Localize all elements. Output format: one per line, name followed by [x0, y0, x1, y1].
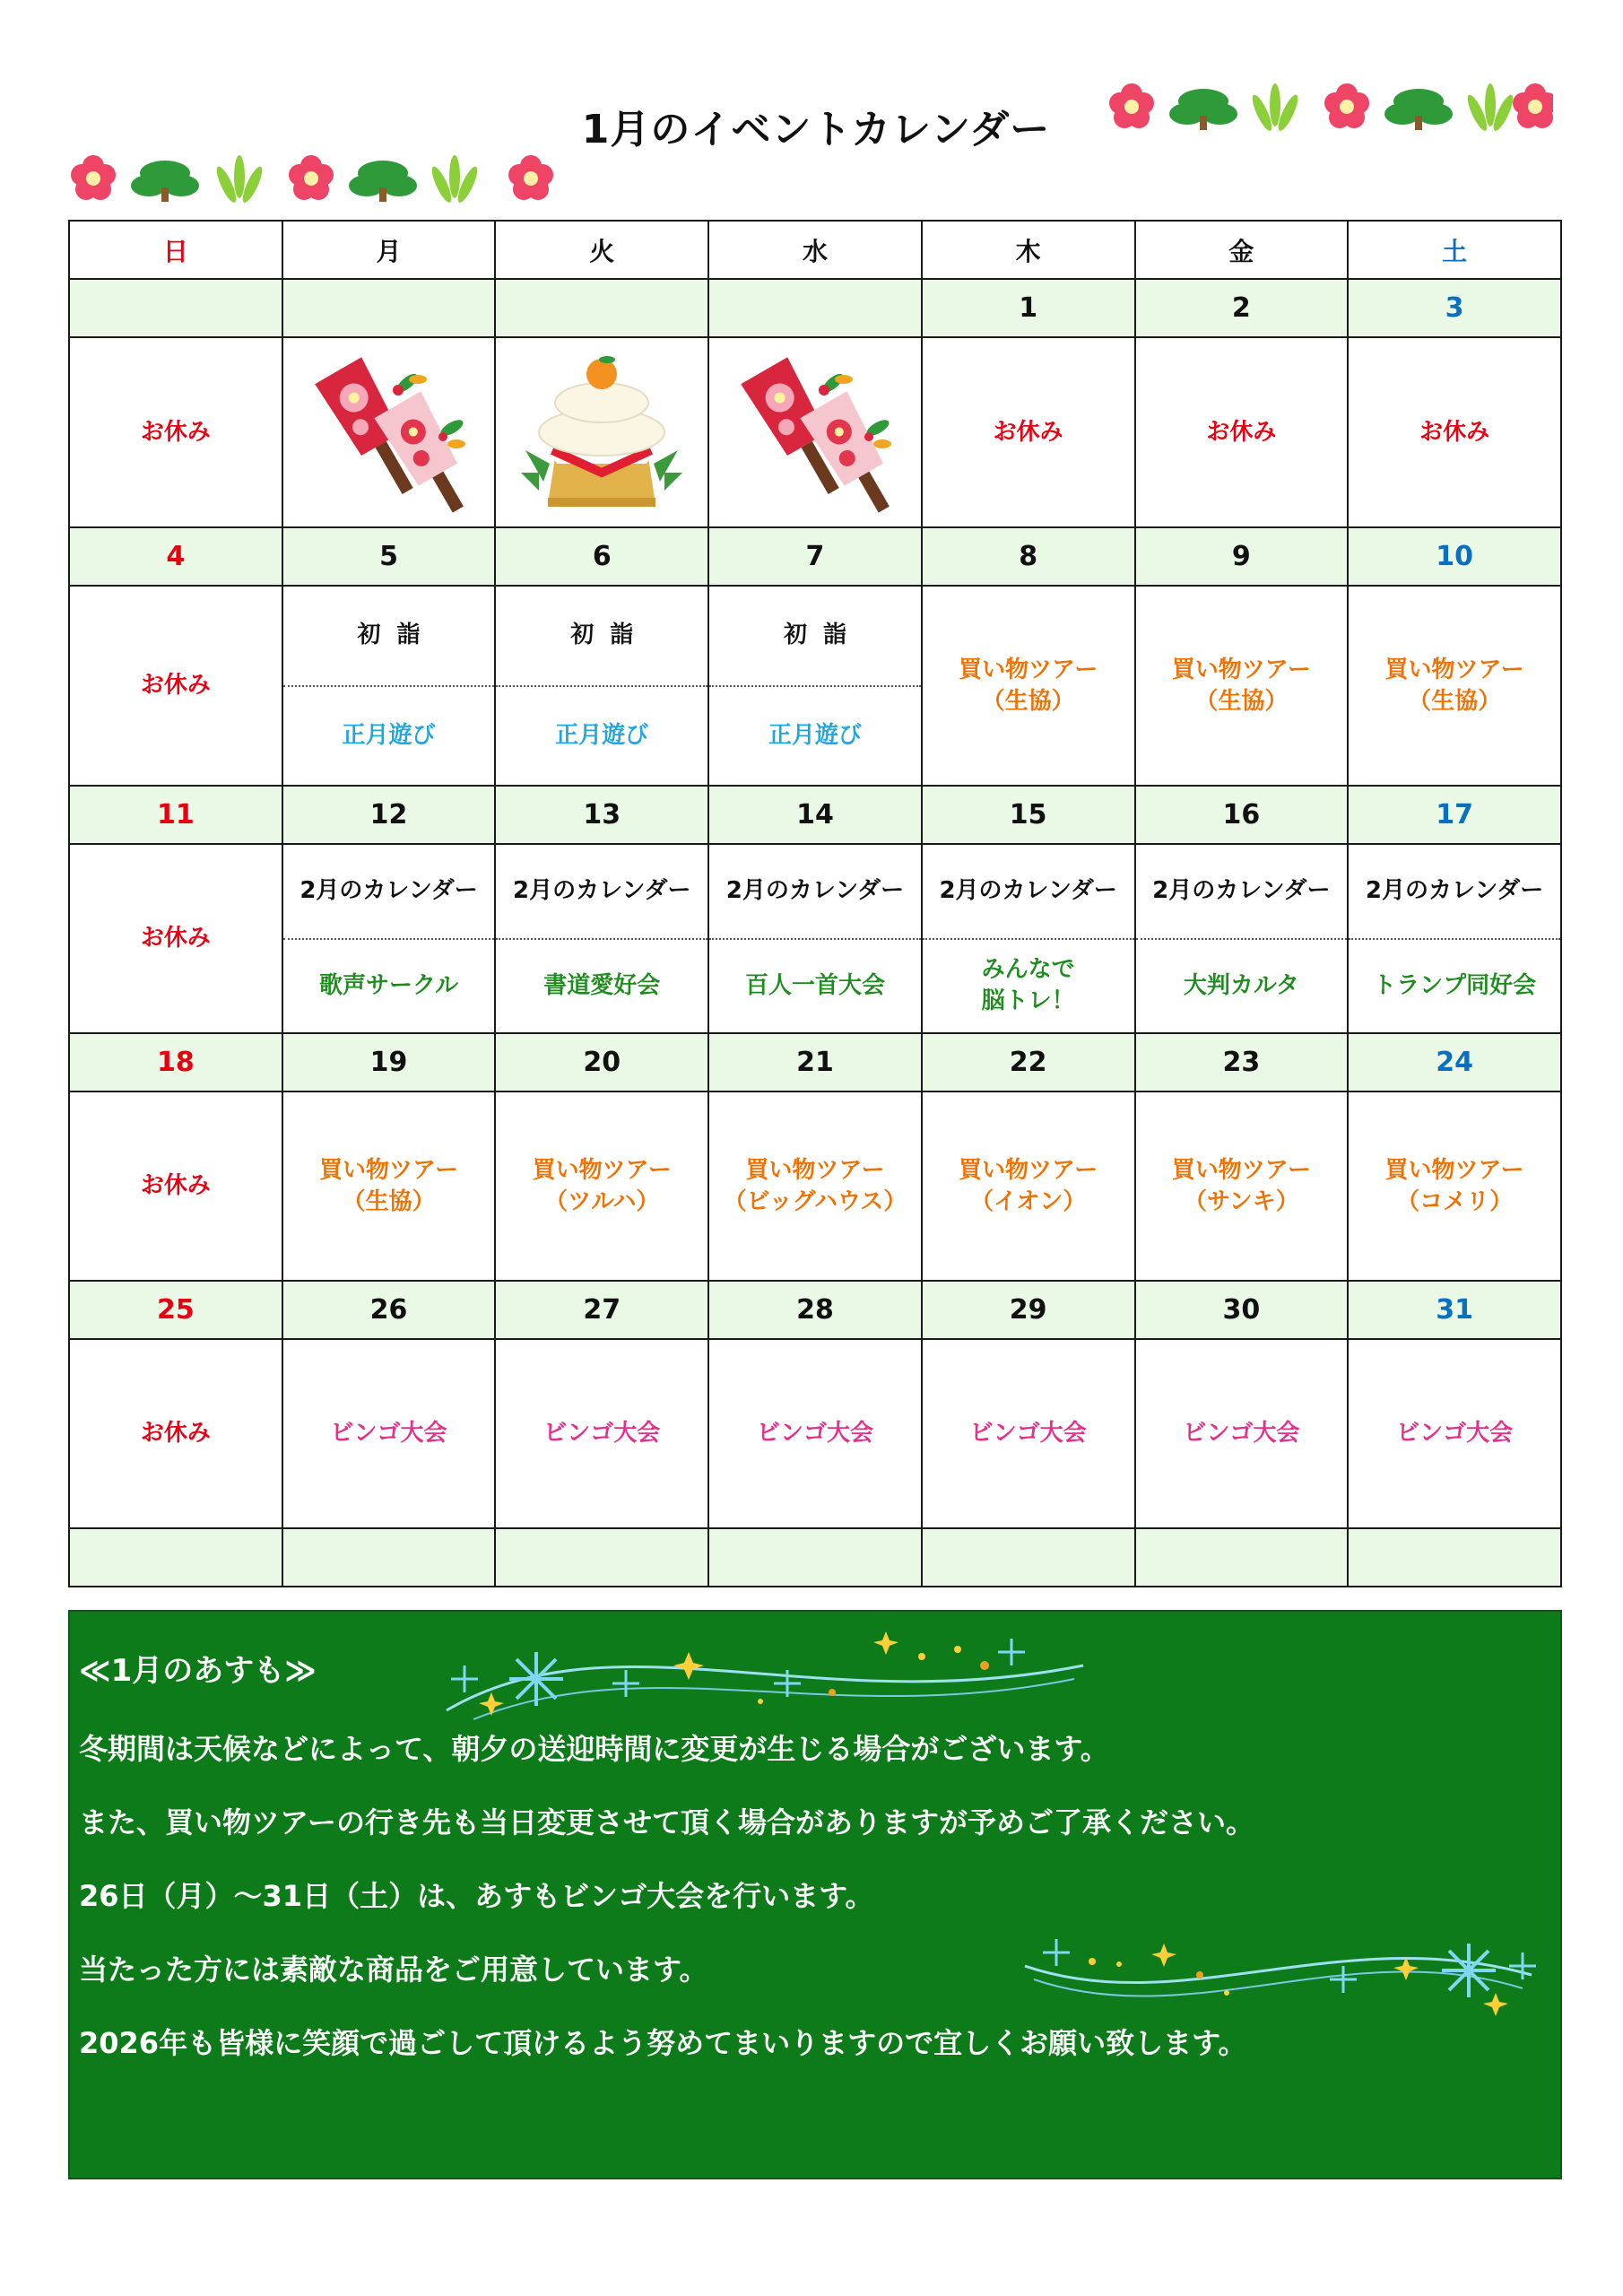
new-year-decoration-right [1105, 75, 1553, 138]
date-cell: 12 [282, 786, 496, 844]
event-line: 買い物ツアー [1171, 1156, 1311, 1184]
empty-cell [495, 1528, 708, 1587]
date-cell: 2 [1135, 279, 1349, 337]
event-cell: お休み [1135, 337, 1349, 527]
ume-flower-icon [71, 155, 116, 200]
date-cell: 20 [495, 1033, 708, 1091]
date-cell: 17 [1348, 786, 1561, 844]
event-row [69, 1091, 1561, 1281]
date-cell: 5 [282, 527, 496, 586]
event-top: 2月のカレンダー [513, 877, 691, 905]
event-cell-split [282, 586, 496, 786]
notes-panel [68, 1610, 1562, 2179]
matsu-pine-icon [131, 161, 199, 202]
notes-line: また、買い物ツアーの行き先も当日変更させて頂く場合がありますが予めご了承ください。 [79, 1805, 1255, 1839]
event-line: 買い物ツアー [318, 1156, 459, 1184]
page-title: 1月のイベントカレンダー [581, 107, 1051, 152]
event-line: （コメリ） [1396, 1187, 1514, 1215]
event-cell-split [708, 586, 922, 786]
date-row [69, 527, 1561, 586]
date-cell: 19 [282, 1033, 496, 1091]
weekday-mon: 月 [282, 221, 496, 279]
notes-line: 26日（月）～31日（土）は、あすもビンゴ大会を行います。 [79, 1879, 874, 1913]
new-year-decoration-left [65, 147, 567, 210]
date-row [69, 1281, 1561, 1339]
event-bottom: 大判カルタ [1136, 938, 1348, 1033]
notes-title: ≪1月のあすも≫ [79, 1653, 317, 1689]
event-cell-split [282, 844, 496, 1033]
event-line: （生協） [1408, 687, 1502, 715]
notes-line: 冬期間は天候などによって、朝夕の送迎時間に変更が生じる場合がございます。 [79, 1732, 1109, 1766]
kagami-mochi-icon [512, 338, 691, 517]
date-cell [708, 279, 922, 337]
event-calendar [68, 220, 1562, 1587]
event-top: 2月のカレンダー [1365, 877, 1544, 905]
event-top: 2月のカレンダー [725, 877, 905, 905]
event-row [69, 844, 1561, 1033]
weekday-sun: 日 [69, 221, 282, 279]
event-row [69, 1339, 1561, 1528]
date-cell: 6 [495, 527, 708, 586]
hagoita-icon [299, 338, 479, 517]
date-cell: 1 [922, 279, 1135, 337]
event-line: 脳トレ！ [981, 987, 1075, 1015]
date-cell: 18 [69, 1033, 282, 1091]
date-cell: 29 [922, 1281, 1135, 1339]
event-cell-split [1135, 844, 1349, 1033]
ume-flower-icon [508, 155, 553, 200]
event-top: 初詣 [357, 622, 437, 649]
ume-flower-icon [289, 155, 334, 200]
event-cell-split [708, 844, 922, 1033]
event-cell [495, 1091, 708, 1281]
event-line: 買い物ツアー [959, 656, 1098, 683]
snow-sparkle-decoration [438, 1630, 1092, 1737]
event-bottom: 正月遊び [496, 685, 707, 786]
event-cell: お休み [1348, 337, 1561, 527]
ume-flower-icon [1109, 83, 1154, 128]
empty-cell [282, 1528, 496, 1587]
date-cell: 24 [1348, 1033, 1561, 1091]
event-cell-split [495, 844, 708, 1033]
event-cell [1348, 586, 1561, 786]
event-line: （イオン） [970, 1187, 1087, 1215]
empty-cell [1135, 1528, 1349, 1587]
event-cell: お休み [69, 586, 282, 786]
event-cell-image [495, 337, 708, 527]
event-line: （ビッグハウス） [723, 1187, 907, 1215]
event-bottom: 正月遊び [709, 685, 921, 786]
event-cell: お休み [922, 337, 1135, 527]
bamboo-leaf-icon [429, 155, 481, 204]
date-cell: 13 [495, 786, 708, 844]
date-cell: 27 [495, 1281, 708, 1339]
empty-cell [1348, 1528, 1561, 1587]
date-cell: 31 [1348, 1281, 1561, 1339]
event-cell-split [922, 844, 1135, 1033]
event-bottom [923, 938, 1134, 1033]
date-cell: 3 [1348, 279, 1561, 337]
date-cell: 22 [922, 1033, 1135, 1091]
event-top: 初詣 [570, 622, 650, 649]
event-line: （生協） [981, 687, 1075, 715]
bamboo-leaf-icon [1249, 83, 1301, 133]
event-cell [922, 586, 1135, 786]
weekday-tue: 火 [495, 221, 708, 279]
event-cell: ビンゴ大会 [282, 1339, 496, 1528]
weekday-header-row [69, 221, 1561, 279]
date-cell: 7 [708, 527, 922, 586]
event-bottom: 歌声サークル [283, 938, 495, 1033]
event-cell: お休み [69, 844, 282, 1033]
date-row [69, 279, 1561, 337]
event-cell-split [1348, 844, 1561, 1033]
notes-line: 当たった方には素敵な商品をご用意しています。 [79, 1952, 708, 1987]
bamboo-leaf-icon [1464, 83, 1516, 133]
matsu-pine-icon [1384, 89, 1453, 130]
date-cell: 8 [922, 527, 1135, 586]
date-cell: 25 [69, 1281, 282, 1339]
empty-cell [69, 1528, 282, 1587]
date-cell: 21 [708, 1033, 922, 1091]
event-cell: お休み [69, 337, 282, 527]
date-cell: 9 [1135, 527, 1349, 586]
ume-flower-icon [1513, 83, 1553, 128]
event-line: （ツルハ） [544, 1187, 660, 1215]
date-cell: 15 [922, 786, 1135, 844]
matsu-pine-icon [349, 161, 417, 202]
weekday-wed: 水 [708, 221, 922, 279]
event-cell: お休み [69, 1339, 282, 1528]
event-line: （生協） [1194, 687, 1289, 715]
snow-sparkle-decoration [1020, 1930, 1541, 2038]
event-top: 2月のカレンダー [939, 877, 1117, 905]
snowflake-icon [451, 1665, 478, 1692]
event-cell: お休み [69, 1091, 282, 1281]
event-line: 買い物ツアー [1384, 656, 1524, 683]
event-line: （生協） [342, 1187, 436, 1215]
date-cell: 26 [282, 1281, 496, 1339]
matsu-pine-icon [1169, 89, 1237, 130]
event-bottom: トランプ同好会 [1349, 938, 1560, 1033]
event-cell: ビンゴ大会 [922, 1339, 1135, 1528]
empty-cell [708, 1528, 922, 1587]
event-cell: ビンゴ大会 [1135, 1339, 1349, 1528]
event-cell [282, 1091, 496, 1281]
date-cell: 14 [708, 786, 922, 844]
event-cell-split [495, 586, 708, 786]
date-cell [282, 279, 496, 337]
date-cell: 4 [69, 527, 282, 586]
date-cell [495, 279, 708, 337]
event-cell: ビンゴ大会 [708, 1339, 922, 1528]
event-cell-image [708, 337, 922, 527]
date-row [69, 1033, 1561, 1091]
event-line: 買い物ツアー [532, 1156, 672, 1184]
event-cell-image [282, 337, 496, 527]
event-line: 買い物ツアー [1384, 1156, 1524, 1184]
weekday-fri: 金 [1135, 221, 1349, 279]
event-line: 買い物ツアー [959, 1156, 1098, 1184]
event-cell: ビンゴ大会 [495, 1339, 708, 1528]
event-row [69, 586, 1561, 786]
event-cell [1135, 586, 1349, 786]
event-bottom: 書道愛好会 [496, 938, 707, 1033]
event-top: 初詣 [783, 622, 863, 649]
event-row [69, 337, 1561, 527]
event-line: みんなで [981, 956, 1075, 984]
date-cell: 16 [1135, 786, 1349, 844]
empty-cell [922, 1528, 1135, 1587]
event-top: 2月のカレンダー [299, 877, 478, 905]
event-line: （サンキ） [1184, 1187, 1299, 1215]
date-cell: 10 [1348, 527, 1561, 586]
event-bottom: 正月遊び [283, 685, 495, 786]
event-line: 買い物ツアー [745, 1156, 885, 1184]
event-bottom: 百人一首大会 [709, 938, 921, 1033]
hagoita-icon [725, 338, 905, 517]
date-cell [69, 279, 282, 337]
event-line: 買い物ツアー [1171, 656, 1311, 683]
ume-flower-icon [1324, 83, 1369, 128]
event-cell [708, 1091, 922, 1281]
event-cell [922, 1091, 1135, 1281]
weekday-thu: 木 [922, 221, 1135, 279]
empty-tail-row [69, 1528, 1561, 1587]
event-cell [1348, 1091, 1561, 1281]
date-cell: 30 [1135, 1281, 1349, 1339]
event-cell: ビンゴ大会 [1348, 1339, 1561, 1528]
bamboo-leaf-icon [213, 155, 265, 204]
snowflake-icon [1442, 1944, 1496, 1997]
notes-line: 2026年も皆様に笑顔で過ごして頂けるよう努めてまいりますので宜しくお願い致します。 [79, 2026, 1247, 2060]
date-cell: 28 [708, 1281, 922, 1339]
date-cell: 23 [1135, 1033, 1349, 1091]
snowflake-icon [509, 1652, 563, 1706]
date-cell: 11 [69, 786, 282, 844]
weekday-sat: 土 [1348, 221, 1561, 279]
event-cell [1135, 1091, 1349, 1281]
date-row [69, 786, 1561, 844]
event-top: 2月のカレンダー [1152, 877, 1331, 905]
